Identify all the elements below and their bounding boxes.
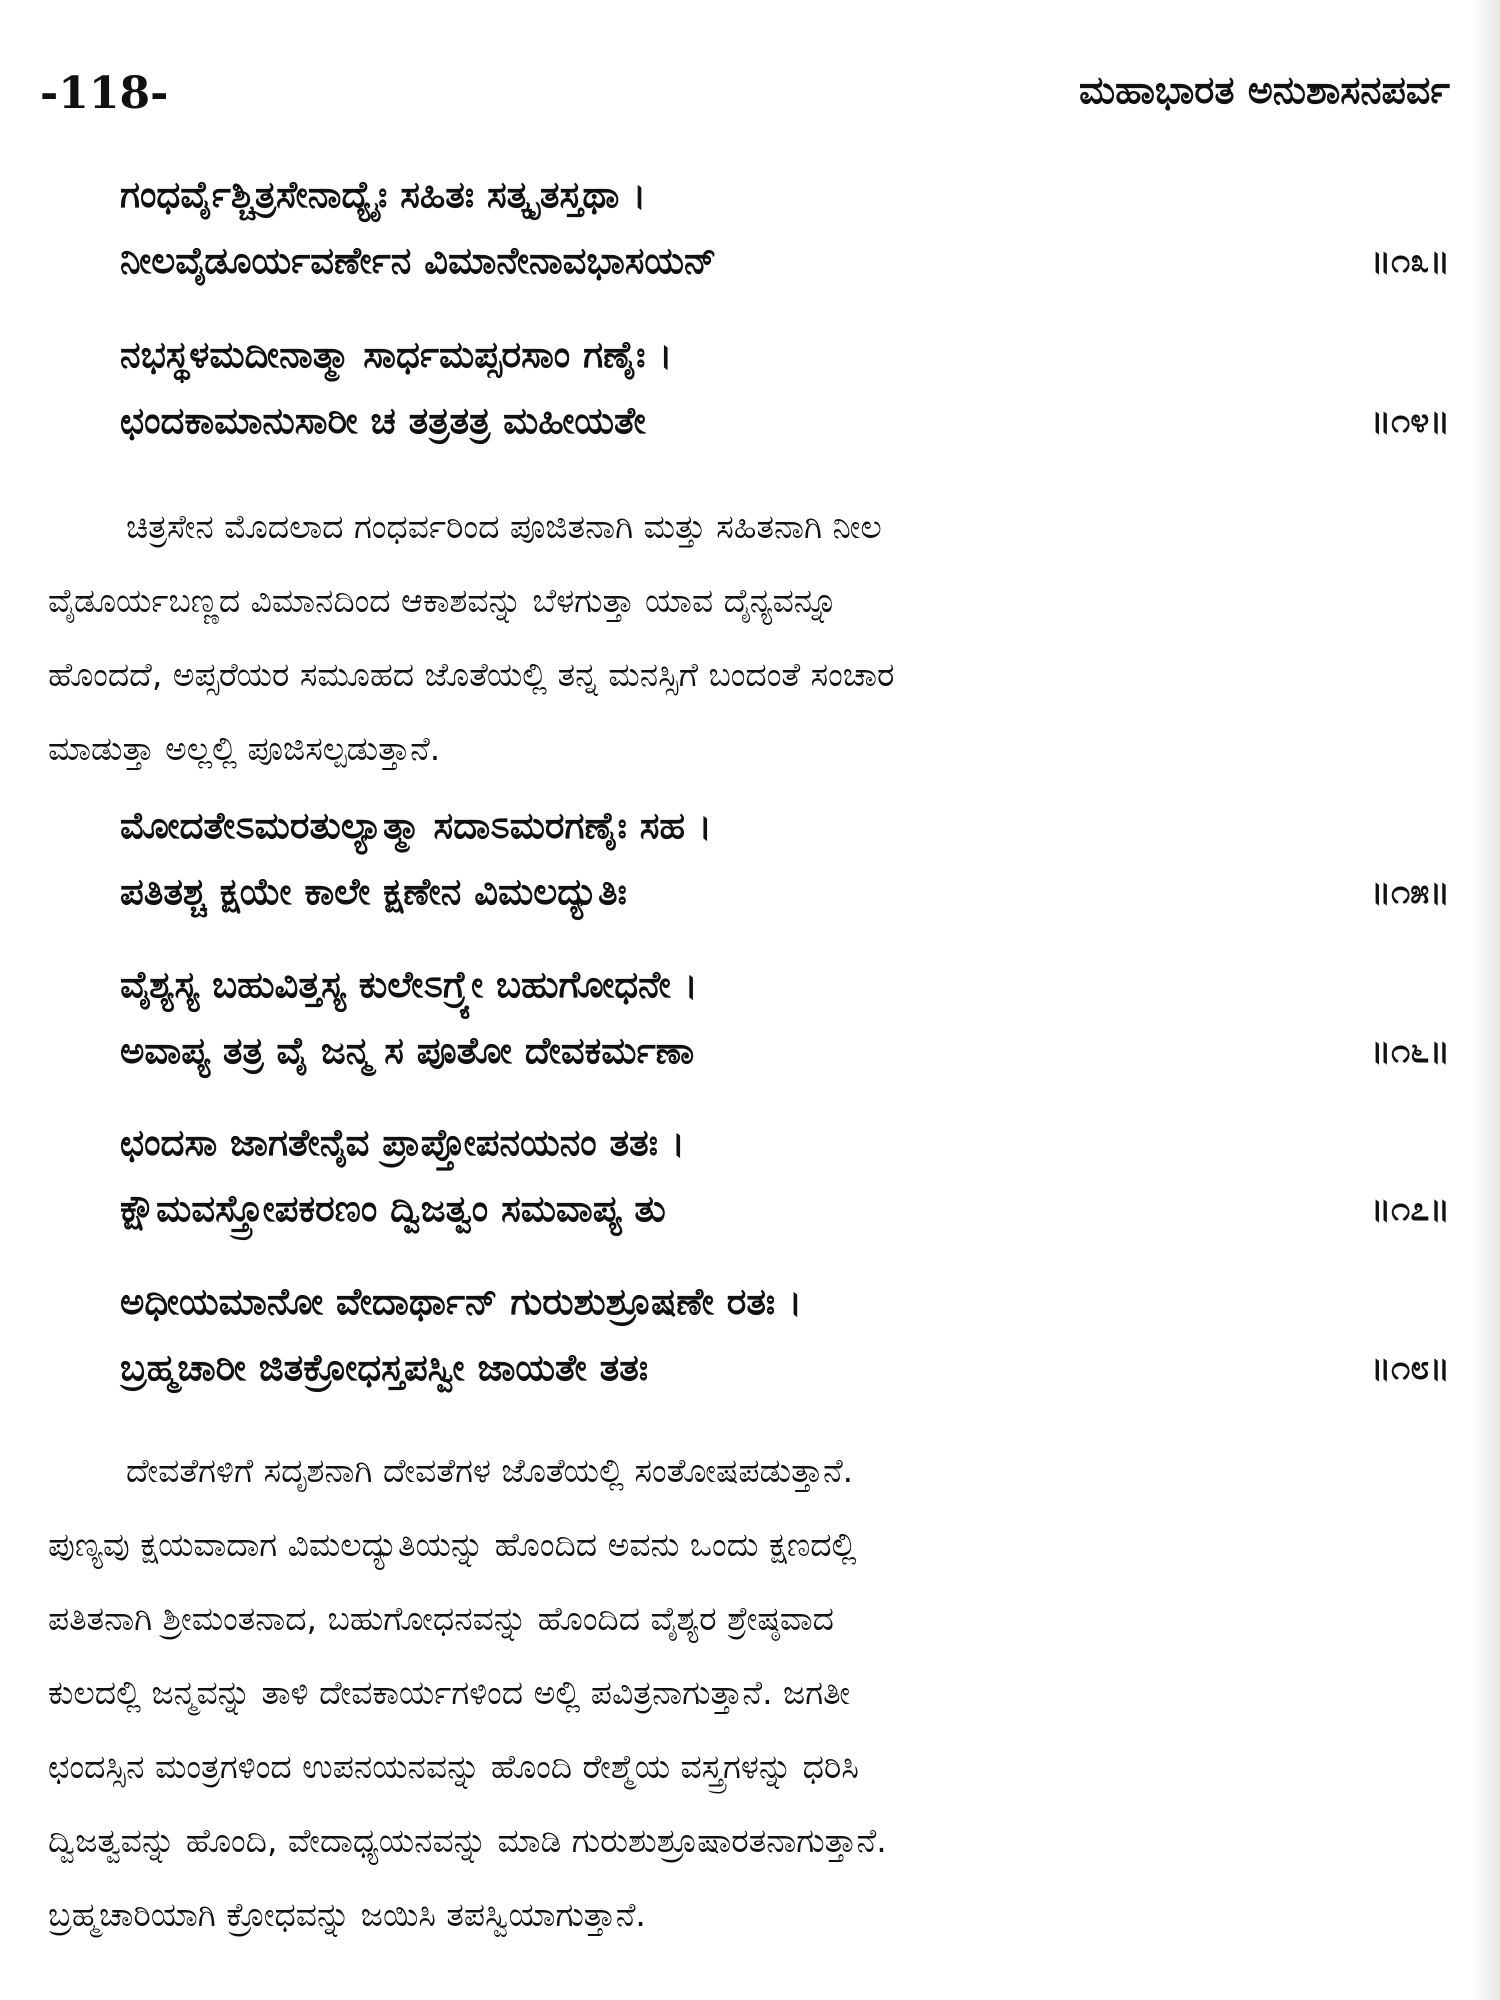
translation-paragraph <box>48 1434 1448 1952</box>
paragraph-line: ಬ್ರಹ್ಮಚಾರಿಯಾಗಿ ಕ್ರೋಧವನ್ನು ಜಯಿಸಿ ತಪಸ್ವಿಯಾಗುತ್ತಾನೆ. <box>48 1895 646 1934</box>
verse-line: ವೈಶ್ಯಸ್ಯ ಬಹುವಿತ್ತಸ್ಯ ಕುಲೇಽಗ್ರ್ಯೇ ಬಹುಗೋಧನೇ । <box>120 963 698 1006</box>
verse-line: ಛಂದಸಾ ಜಾಗತೇನೈವ ಪ್ರಾಪ್ತೋಪನಯನಂ ತತಃ । <box>120 1121 685 1164</box>
translation-paragraph <box>48 490 1448 786</box>
verse-line: ಅಧೀಯಮಾನೋ ವೇದಾರ್ಥಾನ್ ಗುರುಶುಶ್ರೂಷಣೇ ರತಃ । <box>120 1280 803 1323</box>
verse-number: ॥೧೭॥ <box>1370 1189 1450 1229</box>
paragraph-line: ಹೊಂದದೆ, ಅಪ್ಸರೆಯರ ಸಮೂಹದ ಜೊತೆಯಲ್ಲಿ ತನ್ನ ಮನಸ್ಸಿಗೆ ಬಂದಂತೆ ಸಂಚಾರ <box>48 655 895 694</box>
verse-number: ॥೧೫॥ <box>1370 872 1450 912</box>
verse-14 <box>120 325 1450 461</box>
verse-16 <box>120 955 1450 1091</box>
verse-line: ಪತಿತಶ್ಚ ಕ್ಷಯೇ ಕಾಲೇ ಕ್ಷಣೇನ ವಿಮಲದ್ಯುತಿಃ <box>120 870 627 913</box>
verse-line: ಅವಾಪ್ಯ ತತ್ರ ವೈ ಜನ್ಮ ಸ ಪೂತೋ ದೇವಕರ್ಮಣಾ <box>120 1029 695 1072</box>
verse-line: ಬ್ರಹ್ಮಚಾರೀ ಜಿತಕ್ರೋಧಸ್ತಪಸ್ವೀ ಜಾಯತೇ ತತಃ <box>120 1346 649 1389</box>
paragraph-line: ಛಂದಸ್ಸಿನ ಮಂತ್ರಗಳಿಂದ ಉಪನಯನವನ್ನು ಹೊಂದಿ ರೇಶ್ಮೆಯ ವಸ್ತ್ರಗಳನ್ನು ಧರಿಸಿ <box>48 1747 859 1786</box>
paragraph-line: ಕುಲದಲ್ಲಿ ಜನ್ಮವನ್ನು ತಾಳಿ ದೇವಕಾರ್ಯಗಳಿಂದ ಅಲ್ಲಿ ಪವಿತ್ರನಾಗುತ್ತಾನೆ. ಜಗತೀ <box>48 1673 851 1712</box>
verse-number: ॥೧೬॥ <box>1370 1031 1450 1071</box>
page-header <box>40 60 1450 130</box>
paragraph-line: ಮಾಡುತ್ತಾ ಅಲ್ಲಲ್ಲಿ ಪೂಜಿಸಲ್ಪಡುತ್ತಾನೆ. <box>48 729 441 768</box>
paragraph-line: ದೇವತೆಗಳಿಗೆ ಸದೃಶನಾಗಿ ದೇವತೆಗಳ ಜೊತೆಯಲ್ಲಿ ಸಂತೋಷಪಡುತ್ತಾನೆ. <box>126 1451 854 1490</box>
verse-line: ಛಂದಕಾಮಾನುಸಾರೀ ಚ ತತ್ರತತ್ರ ಮಹೀಯತೇ <box>120 399 646 442</box>
paragraph-line: ದ್ವಿಜತ್ವವನ್ನು ಹೊಂದಿ, ವೇದಾಧ್ಯಯನವನ್ನು ಮಾಡಿ ಗುರುಶುಶ್ರೂಷಾರತನಾಗುತ್ತಾನೆ. <box>48 1821 887 1860</box>
book-title: ಮಹಾಭಾರತ ಅನುಶಾಸನಪರ್ವ <box>1079 68 1450 112</box>
verse-number: ॥೧೪॥ <box>1370 401 1450 441</box>
verse-15 <box>120 796 1450 932</box>
verse-line: ಮೋದತೇಽಮರತುಲ್ಯಾತ್ಮಾ ಸದಾಽಮರಗಣೈಃ ಸಹ । <box>120 804 712 847</box>
verse-13 <box>120 165 1450 301</box>
verse-17 <box>120 1113 1450 1249</box>
verse-line: ಕ್ಷೌಮವಸ್ತ್ರೋಪಕರಣಂ ದ್ವಿಜತ್ವಂ ಸಮವಾಪ್ಯ ತು <box>120 1187 666 1230</box>
verse-number: ॥೧೮॥ <box>1370 1348 1450 1388</box>
verse-number: ॥೧೩॥ <box>1370 241 1450 281</box>
page-edge-shadow <box>1470 0 1500 2000</box>
paragraph-line: ವೈಡೂರ್ಯಬಣ್ಣದ ವಿಮಾನದಿಂದ ಆಕಾಶವನ್ನು ಬೆಳಗುತ್ತಾ ಯಾವ ದೈನ್ಯವನ್ನೂ <box>48 581 838 620</box>
page-number: -118- <box>40 68 169 119</box>
paragraph-line: ಚಿತ್ರಸೇನ ಮೊದಲಾದ ಗಂಧರ್ವರಿಂದ ಪೂಜಿತನಾಗಿ ಮತ್ತು ಸಹಿತನಾಗಿ ನೀಲ <box>126 507 882 546</box>
verse-18 <box>120 1272 1450 1408</box>
verse-line: ಗಂಧರ್ವೈಶ್ಚಿತ್ರಸೇನಾದ್ಯೈಃ ಸಹಿತಃ ಸತ್ಕೃತಸ್ತಥಾ । <box>120 173 647 216</box>
verse-line: ನಭಸ್ಥಳಮದೀನಾತ್ಮಾ ಸಾರ್ಧಮಪ್ಸರಸಾಂ ಗಣೈಃ । <box>120 333 673 376</box>
paragraph-line: ಪತಿತನಾಗಿ ಶ್ರೀಮಂತನಾದ, ಬಹುಗೋಧನವನ್ನು ಹೊಂದಿದ ವೈಶ್ಯರ ಶ್ರೇಷ್ಠವಾದ <box>48 1599 834 1638</box>
paragraph-line: ಪುಣ್ಯವು ಕ್ಷಯವಾದಾಗ ವಿಮಲದ್ಯುತಿಯನ್ನು ಹೊಂದಿದ ಅವನು ಒಂದು ಕ್ಷಣದಲ್ಲಿ <box>48 1525 857 1564</box>
verse-line: ನೀಲವೈಡೂರ್ಯವರ್ಣೇನ ವಿಮಾನೇನಾವಭಾಸಯನ್ <box>120 239 717 282</box>
